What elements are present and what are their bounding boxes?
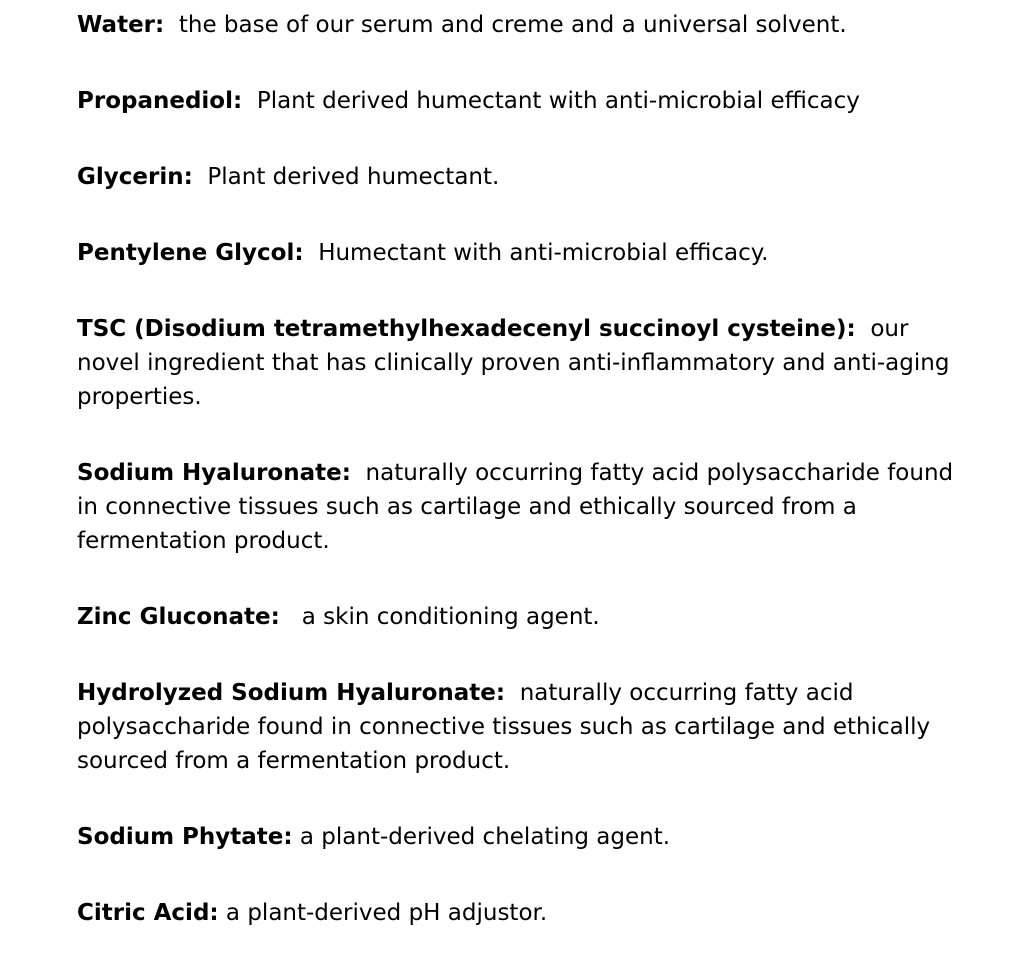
ingredient-name: Sodium Hyaluronate:	[77, 460, 351, 486]
ingredient-description: naturally occurring fatty acid polysaccharide found in connective tissues such as cartilage and ethically sourced from a fermentation product.	[77, 460, 954, 554]
ingredient-name: Propanediol:	[77, 88, 243, 114]
ingredient-entry-zinc-gluconate	[77, 600, 957, 634]
ingredient-description: our novel ingredient that has clinically proven anti-inflammatory and anti-aging properties.	[77, 316, 950, 410]
ingredient-entry-water	[77, 8, 957, 42]
ingredient-description: Humectant with anti-microbial efficacy.	[318, 240, 769, 266]
ingredient-entry-citric-acid	[77, 896, 957, 930]
ingredient-description: a plant-derived pH adjustor.	[225, 900, 548, 926]
ingredient-name: TSC (Disodium tetramethylhexadecenyl succinoyl cysteine):	[77, 316, 856, 342]
ingredient-name: Sodium Phytate:	[77, 824, 293, 850]
ingredient-description: a plant-derived chelating agent.	[299, 824, 671, 850]
ingredient-name: Citric Acid:	[77, 900, 219, 926]
ingredient-entry-tsc	[77, 312, 957, 414]
ingredient-list	[77, 8, 957, 972]
ingredient-description: a skin conditioning agent.	[301, 604, 600, 630]
ingredient-entry-sodium-hyaluronate	[77, 456, 957, 558]
ingredient-description: Plant derived humectant with anti-microbial efficacy	[256, 88, 860, 114]
ingredient-name: Pentylene Glycol:	[77, 240, 304, 266]
ingredient-name: Glycerin:	[77, 164, 193, 190]
ingredient-entry-propanediol	[77, 84, 957, 118]
ingredient-name: Zinc Gluconate:	[77, 604, 280, 630]
ingredient-entry-hydrolyzed-sodium-hyaluronate	[77, 676, 957, 778]
ingredient-description: the base of our serum and creme and a universal solvent.	[178, 12, 847, 38]
ingredient-entry-pentylene-glycol	[77, 236, 957, 270]
ingredient-entry-glycerin	[77, 160, 957, 194]
ingredient-description: naturally occurring fatty acid polysaccharide found in connective tissues such as cartilage and ethically sourced from a fermentation product.	[77, 680, 931, 774]
ingredient-description: Plant derived humectant.	[207, 164, 500, 190]
ingredient-entry-sodium-phytate	[77, 820, 957, 854]
ingredient-name: Hydrolyzed Sodium Hyaluronate:	[77, 680, 506, 706]
ingredient-name: Water:	[77, 12, 165, 38]
